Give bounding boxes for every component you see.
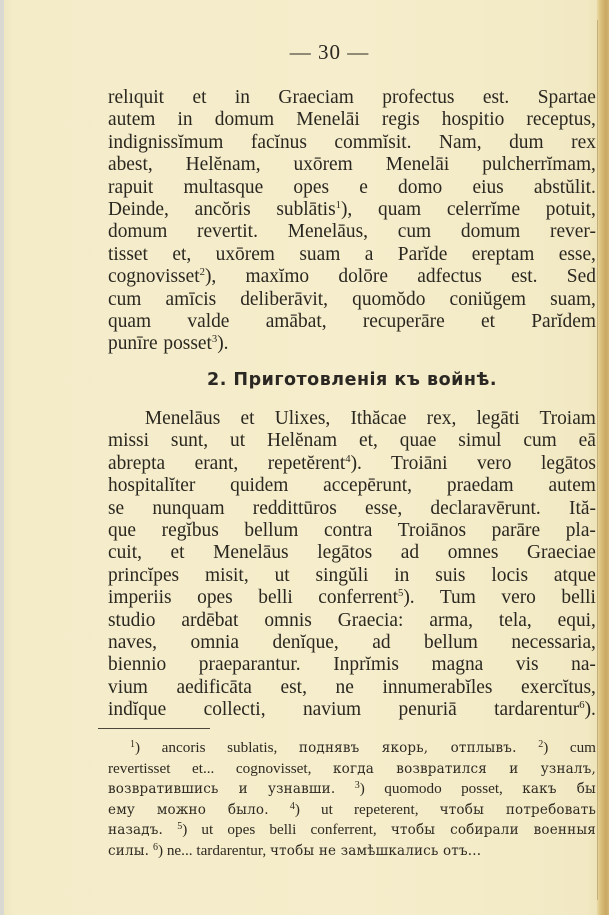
- footnote-latin: ) cum: [543, 739, 596, 756]
- text-line: princĭpes misit, ut singŭli in suis locis atque: [108, 563, 596, 586]
- text-line: studio ardēbat omnis Graecia: arma, tela, equi,: [108, 608, 596, 631]
- footnote-russian: силы.: [108, 842, 150, 859]
- footnote-russian: когда возвратился и узналъ,: [333, 760, 596, 777]
- text-segment: Deinde, ancŏris sublātis: [108, 198, 336, 221]
- footnote-mark: 4: [289, 800, 295, 812]
- text-line: abest, Helĕnam, uxōrem Menelāi pulcherrĭmam,: [108, 153, 596, 176]
- paragraph-2: [108, 407, 596, 721]
- text-segment: imperiis opes belli conferrent: [108, 586, 399, 609]
- footnote-russian: назадъ.: [108, 822, 164, 839]
- footnote-russian: возвратившись и узнавши.: [108, 781, 336, 798]
- footnote-line: [108, 738, 596, 759]
- footnote-line: [108, 759, 596, 780]
- text-segment: ). Troiāni vero legātos: [350, 451, 596, 474]
- footnote-latin: revertisset et... cognovisset,: [108, 759, 334, 777]
- text-line: cum amīcis deliberāvit, quomŏdo coniŭgem suam,: [108, 287, 596, 310]
- text-line: [108, 698, 596, 720]
- text-segment: ).: [584, 698, 596, 721]
- page-gutter: [597, 0, 609, 915]
- footnote-mark: 6: [152, 841, 158, 853]
- text-line: Menelāus et Ulixes, Ithăcae rex, legāti Troiam: [144, 407, 596, 429]
- text-segment: indĭque collecti, navium penuriā tardarentur: [108, 698, 580, 721]
- footnote-russian: поднявъ якорь, отплывъ.: [298, 740, 517, 756]
- paragraph-1: [108, 86, 596, 355]
- footnote-mark: 1: [335, 199, 341, 212]
- footnote-latin: ) ancoris sublatis,: [135, 739, 299, 756]
- text-line: indignissĭmum facĭnus commĭsit. Nam, dum rex: [108, 130, 596, 153]
- text-segment: ). Tum vero belli: [403, 586, 596, 609]
- text-line: autem in domum Menelāi regis hospitio receptus,: [108, 108, 596, 131]
- text-line: [108, 265, 596, 287]
- footnotes: [108, 738, 596, 862]
- footnote-latin: ) ut repeterent,: [294, 800, 440, 818]
- text-line: naves, omnia denĭque, ad bellum necessaria,: [108, 631, 596, 654]
- footnote-line: [108, 820, 596, 841]
- footnote-line: [108, 841, 596, 862]
- text-line: tisset et, uxōrem suam a Parĭde ereptam esse,: [108, 242, 596, 265]
- footnote-russian: ему можно было.: [108, 801, 269, 818]
- footnote-latin: ) ut opes belli conferrent,: [182, 821, 391, 839]
- footnote-russian: чтобы потребовать: [439, 801, 596, 818]
- footnote-mark: 4: [345, 452, 351, 465]
- text-segment: abrepta erant, repetĕrent: [108, 451, 346, 474]
- text-line: [108, 586, 596, 608]
- footnote-mark: 6: [579, 699, 585, 712]
- text-line: se nunquam reddittūros esse, declaravērunt. Ită-: [108, 496, 596, 519]
- text-line: cuit, et Menelāus legātos ad omnes Graeciae: [108, 541, 596, 564]
- footnote-line: [108, 779, 596, 800]
- text-line: [108, 452, 596, 474]
- footnote-mark: 2: [199, 266, 205, 279]
- footnote-mark: 5: [177, 821, 183, 833]
- section-heading: 2. Приготовленія къ войнѣ.: [207, 370, 497, 390]
- text-line: missi sunt, ut Helĕnam et, quae simul cum eā: [108, 429, 596, 452]
- footnote-russian: чтобы не замѣшкались отъ...: [269, 842, 482, 859]
- text-segment: ).: [217, 332, 229, 355]
- text-segment: ), maxĭmo dolōre adfectus est. Sed: [204, 265, 596, 288]
- text-line: relıquit et in Graeciam profectus est. Spartae: [108, 86, 596, 108]
- text-line: biennio praeparantur. Inprĭmis magna vis na-: [108, 653, 596, 676]
- text-segment: ), quam celerrĭme potuit,: [340, 198, 596, 221]
- footnote-line: [108, 800, 596, 821]
- text-line: vium aedificāta est, ne innumerabĭles exercĭtus,: [108, 675, 596, 698]
- footnote-mark: 5: [398, 587, 404, 600]
- footnote-russian: чтобы собирали военныя: [390, 822, 596, 839]
- footnote-mark: 3: [211, 333, 218, 346]
- text-line: [108, 332, 596, 354]
- footnote-mark: 2: [538, 739, 544, 750]
- text-line: quam valde amābat, recuperāre et Parĭdem: [108, 310, 596, 333]
- text-segment: punīre posset: [108, 332, 212, 355]
- text-line: hospitalĭter quidem accepērunt, praedam autem: [108, 474, 596, 497]
- gutter-line: [597, 20, 598, 900]
- text-line: que regĭbus bellum contra Troiānos parāre pla-: [108, 519, 596, 542]
- page-number: — 30 —: [289, 40, 370, 64]
- text-line: domum revertit. Menelāus, cum domum rever-: [108, 220, 596, 243]
- footnote-mark: 1: [130, 739, 135, 750]
- text-line: [108, 198, 596, 220]
- footnote-latin: ) ne... tardarentur,: [157, 841, 270, 859]
- footnote-latin: ) quomodo posset,: [359, 780, 523, 798]
- text-segment: cognovisset: [108, 265, 200, 288]
- text-line: rapuit multasque opes e domo eius abstŭlit.: [108, 175, 596, 198]
- footnote-russian: какъ бы: [522, 781, 596, 798]
- footnote-mark: 3: [354, 780, 360, 792]
- footnote-divider: [98, 728, 210, 729]
- scan-left-edge: [0, 0, 4, 915]
